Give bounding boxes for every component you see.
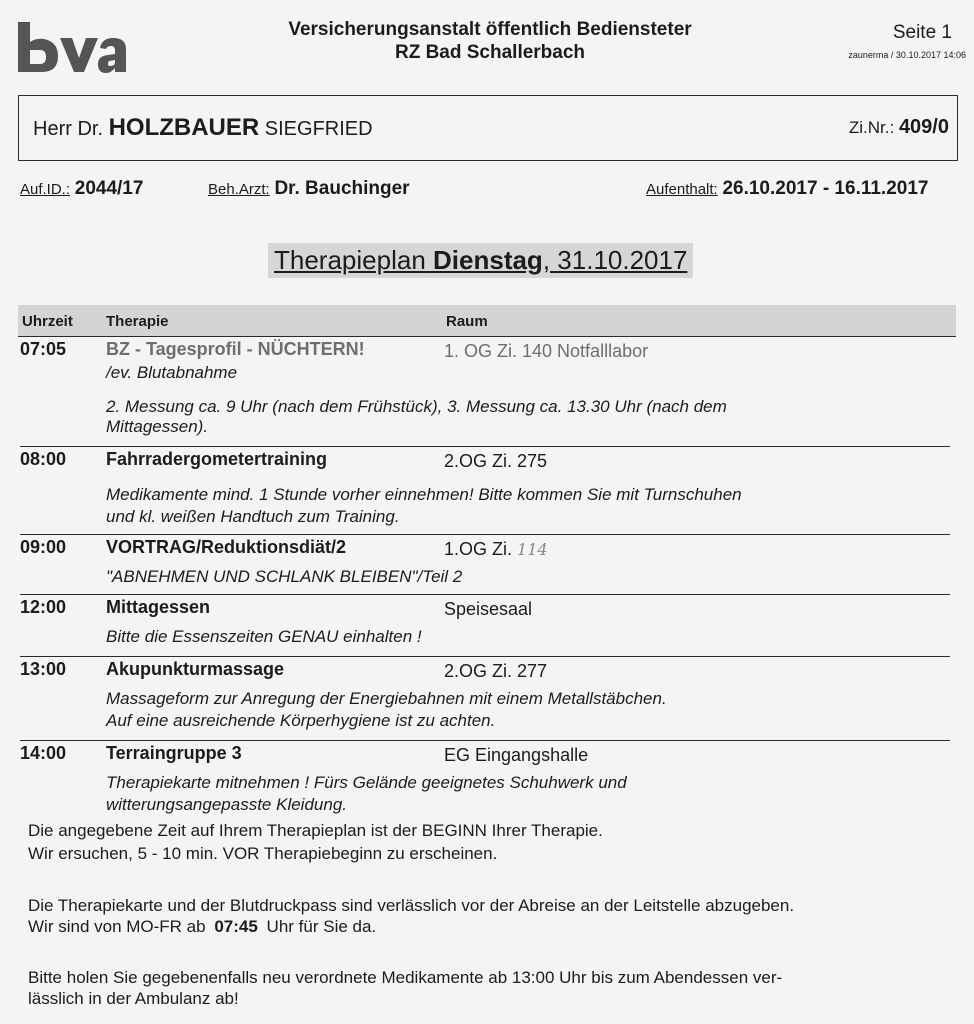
row-note: Therapiekarte mitnehmen ! Fürs Gelände geeignetes Schuhwerk und	[106, 773, 627, 792]
row-room-handwritten: 114	[517, 540, 548, 559]
row-therapy: Mittagessen	[106, 597, 211, 617]
column-header-room: Raum	[446, 313, 488, 330]
row-room-printed: 1.OG Zi.	[444, 539, 513, 559]
table-row	[20, 656, 950, 741]
plan-title-date: 31.10.2017	[557, 245, 688, 275]
row-room: Speisesaal	[444, 599, 533, 619]
plan-title-day: Dienstag	[433, 245, 543, 275]
row-room	[444, 539, 548, 560]
row-room: 2.OG Zi. 277	[444, 661, 548, 681]
bva-logo	[16, 18, 128, 74]
row-time: 08:00	[20, 449, 67, 469]
organization-site: RZ Bad Schallerbach	[394, 42, 586, 63]
plan-title	[268, 243, 693, 278]
treating-doctor-value: Dr. Bauchinger	[274, 178, 410, 199]
footer-hours-time: 07:45	[214, 917, 258, 936]
print-meta: zaunerma / 30.10.2017 14:06	[848, 50, 966, 60]
row-note: Massageform zur Anregung der Energiebahnen mit einem Metallstäbchen.	[106, 689, 667, 708]
table-row	[20, 594, 950, 657]
patient-name	[33, 114, 373, 142]
table-row	[20, 446, 950, 535]
row-note: Bitte die Essenszeiten GENAU einhalten !	[106, 627, 422, 646]
patient-salutation: Herr Dr.	[33, 118, 103, 140]
row-therapy: BZ - Tagesprofil - NÜCHTERN!	[106, 339, 365, 359]
treating-doctor-label: Beh.Arzt:	[208, 181, 270, 198]
column-header-therapy: Therapie	[106, 313, 169, 330]
row-time: 07:05	[20, 339, 67, 359]
footer-line: Bitte holen Sie gegebenenfalls neu verordnete Medikamente ab 13:00 Uhr bis zum Abendessen ver-	[28, 968, 783, 987]
row-time: 14:00	[20, 743, 67, 763]
patient-room	[849, 116, 949, 139]
stay-period-value: 26.10.2017 - 16.11.2017	[722, 178, 929, 199]
row-therapy: VORTRAG/Reduktionsdiät/2	[106, 537, 347, 557]
table-header	[18, 305, 956, 337]
row-room: EG Eingangshalle	[444, 745, 589, 765]
row-room: 2.OG Zi. 275	[444, 451, 548, 471]
row-room: 1. OG Zi. 140 Notfalllabor	[444, 341, 649, 361]
row-therapy: Akupunkturmassage	[106, 659, 285, 679]
patient-firstname: SIEGFRIED	[264, 118, 373, 140]
footer-hours	[28, 916, 376, 938]
row-note: witterungsangepasste Kleidung.	[106, 795, 347, 814]
organization-header	[230, 18, 750, 64]
row-note: und kl. weißen Handtuch zum Training.	[106, 507, 400, 526]
row-time: 12:00	[20, 597, 67, 617]
row-therapy: Fahrradergometertraining	[106, 449, 328, 469]
footer-line: lässlich in der Ambulanz ab!	[28, 989, 239, 1008]
row-time: 09:00	[20, 537, 67, 557]
patient-room-value: 409/0	[898, 116, 949, 138]
page-number: Seite 1	[892, 22, 952, 43]
treating-doctor	[208, 178, 410, 200]
stay-period	[646, 178, 928, 200]
footer-hours-pre: Wir sind von MO-FR ab	[28, 917, 206, 936]
row-note: Mittagessen).	[106, 417, 209, 436]
stay-period-label: Aufenthalt:	[646, 181, 718, 198]
plan-title-separator: ,	[542, 245, 551, 275]
auf-id-label: Auf.ID.:	[20, 181, 71, 198]
patient-surname: HOLZBAUER	[108, 114, 260, 141]
row-therapy: Terraingruppe 3	[106, 743, 242, 763]
footer-line: Wir ersuchen, 5 - 10 min. VOR Therapiebeginn zu erscheinen.	[28, 844, 498, 863]
row-note: 2. Messung ca. 9 Uhr (nach dem Frühstück), 3. Messung ca. 13.30 Uhr (nach dem	[106, 397, 727, 416]
column-header-time: Uhrzeit	[22, 313, 73, 330]
row-note: Medikamente mind. 1 Stunde vorher einnehmen! Bitte kommen Sie mit Turnschuhen	[106, 485, 742, 504]
patient-room-label: Zi.Nr.:	[848, 118, 895, 137]
table-row	[20, 336, 950, 447]
organization-name: Versicherungsanstalt öffentlich Bediensteter	[288, 19, 692, 40]
footer-line: Die Therapiekarte und der Blutdruckpass sind verlässlich vor der Abreise an der Leitstelle abzugeben.	[28, 896, 795, 915]
row-note: "ABNEHMEN UND SCHLANK BLEIBEN"/Teil 2	[106, 567, 463, 586]
footer-hours-post: Uhr für Sie da.	[266, 917, 377, 936]
row-note: /ev. Blutabnahme	[106, 363, 238, 382]
table-row	[20, 534, 950, 595]
footer-line: Die angegebene Zeit auf Ihrem Therapieplan ist der BEGINN Ihrer Therapie.	[28, 821, 603, 840]
row-note: Auf eine ausreichende Körperhygiene ist zu achten.	[106, 711, 496, 730]
auf-id-value: 2044/17	[74, 178, 144, 199]
plan-title-prefix: Therapieplan	[274, 245, 426, 275]
table-row	[20, 740, 950, 816]
auf-id	[20, 178, 143, 200]
patient-box	[18, 95, 958, 161]
row-time: 13:00	[20, 659, 67, 679]
